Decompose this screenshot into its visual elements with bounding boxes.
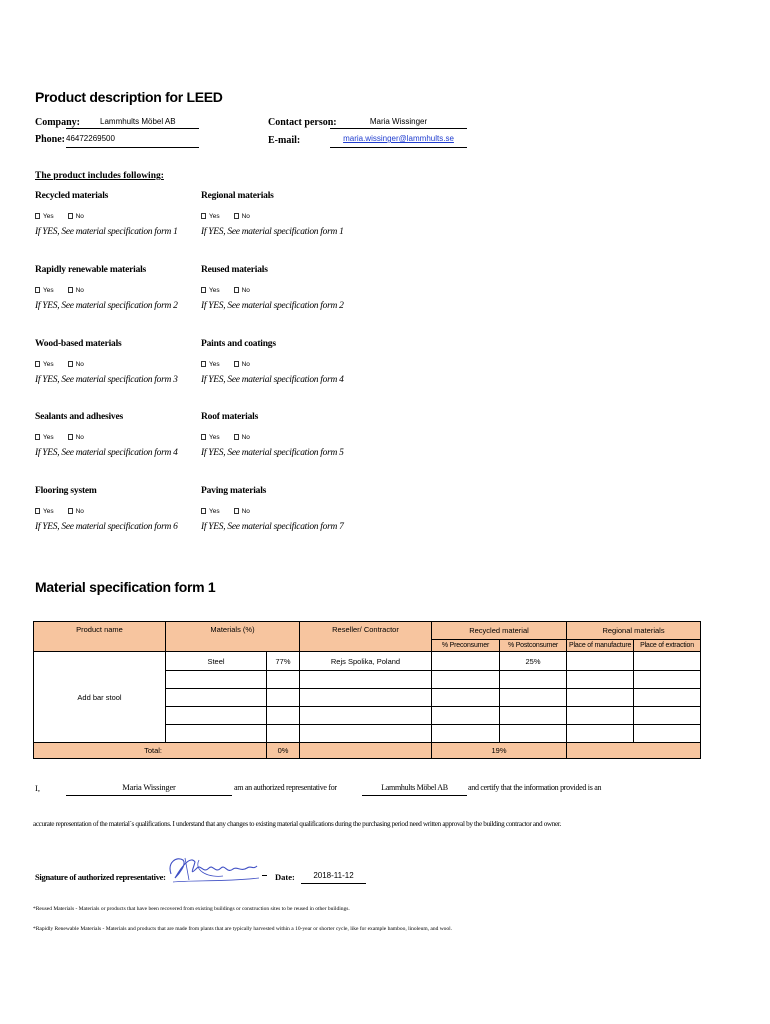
yes-checkbox[interactable] <box>201 434 206 440</box>
yes-label: Yes <box>209 508 220 515</box>
yes-no-options <box>201 287 250 294</box>
contact-person-value: Maria Wissinger <box>369 117 428 126</box>
spec-form-note: If YES, See material specification form 6 <box>35 522 178 532</box>
yes-label: Yes <box>209 287 220 294</box>
yes-no-options <box>35 361 84 368</box>
preconsumer-cell[interactable] <box>432 689 500 707</box>
material-cell[interactable] <box>166 725 267 743</box>
header-place-manufacture: Place of manufacture <box>567 640 634 652</box>
no-checkbox[interactable] <box>234 508 239 514</box>
no-checkbox[interactable] <box>68 361 73 367</box>
header-reseller: Reseller/ Contractor <box>300 622 432 652</box>
reseller-cell[interactable] <box>300 671 432 689</box>
yes-label: Yes <box>43 508 54 515</box>
header-materials: Materials (%) <box>166 622 300 652</box>
yes-checkbox[interactable] <box>35 434 40 440</box>
yes-label: Yes <box>209 361 220 368</box>
place-extraction-cell[interactable] <box>634 652 701 671</box>
material-spec-table <box>33 621 701 759</box>
place-manufacture-cell[interactable] <box>567 652 634 671</box>
total-label: Total: <box>34 743 267 759</box>
category-title: Reused materials <box>201 265 268 275</box>
yes-checkbox[interactable] <box>201 213 206 219</box>
spec-form-note: If YES, See material specification form 5 <box>201 448 344 458</box>
yes-checkbox[interactable] <box>35 213 40 219</box>
yes-no-options <box>35 508 84 515</box>
yes-no-options <box>35 287 84 294</box>
cert-mid-text: am an authorized representative for <box>234 783 337 792</box>
contact-person-label: Contact person: <box>268 117 337 128</box>
header-postconsumer: % Postconsumer <box>500 640 567 652</box>
spec-form-note: If YES, See material specification form 2 <box>35 301 178 311</box>
place-manufacture-cell[interactable] <box>567 725 634 743</box>
email-link[interactable]: maria.wissinger@lammhults.se <box>343 134 454 143</box>
yes-no-options <box>201 361 250 368</box>
company-label: Company: <box>35 117 81 128</box>
postconsumer-cell[interactable] <box>500 725 567 743</box>
company-value: Lammhults Möbel AB <box>100 117 176 126</box>
no-label: No <box>75 287 84 294</box>
postconsumer-cell[interactable] <box>500 671 567 689</box>
no-label: No <box>75 508 84 515</box>
yes-no-options <box>201 213 250 220</box>
cert-statement: accurate representation of the material´s qualifications. I understand that any changes to existing material qualifications during the purchasing period need written approval by the building contractor and owner. <box>33 820 561 828</box>
place-extraction-cell[interactable] <box>634 671 701 689</box>
header-place-extraction: Place of extraction <box>634 640 701 652</box>
reseller-cell[interactable]: Rejs Spolika, Poland <box>300 652 432 671</box>
reseller-cell[interactable] <box>300 689 432 707</box>
no-label: No <box>241 434 250 441</box>
signature-label: Signature of authorized representative: <box>35 872 166 882</box>
no-checkbox[interactable] <box>234 361 239 367</box>
material-percent-cell[interactable] <box>267 707 300 725</box>
no-label: No <box>75 213 84 220</box>
yes-checkbox[interactable] <box>35 508 40 514</box>
product-name-value: Add bar stool <box>77 692 122 702</box>
category-title: Rapidly renewable materials <box>35 265 147 275</box>
material-cell[interactable] <box>166 707 267 725</box>
material-percent-cell[interactable] <box>267 671 300 689</box>
spec-form-note: If YES, See material specification form 4 <box>35 448 178 458</box>
category-title: Paving materials <box>201 486 267 496</box>
cert-prefix: I, <box>35 783 40 793</box>
cert-suffix-text: and certify that the information provided is an <box>468 783 602 792</box>
cert-company-field[interactable] <box>362 783 467 796</box>
yes-label: Yes <box>43 213 54 220</box>
form-title: Material specification form 1 <box>35 579 216 595</box>
yes-label: Yes <box>43 434 54 441</box>
category-title: Paints and coatings <box>201 339 276 349</box>
handwritten-signature <box>163 852 267 886</box>
no-checkbox[interactable] <box>68 508 73 514</box>
no-label: No <box>241 213 250 220</box>
place-extraction-cell[interactable] <box>634 725 701 743</box>
date-field[interactable] <box>301 871 366 884</box>
material-percent-cell[interactable]: 77% <box>267 652 300 671</box>
product-name-cell[interactable] <box>34 652 166 743</box>
postconsumer-cell[interactable]: 25% <box>500 652 567 671</box>
material-cell[interactable]: Steel <box>166 652 267 671</box>
yes-label: Yes <box>209 434 220 441</box>
yes-label: Yes <box>209 213 220 220</box>
contact-person-field[interactable] <box>330 117 467 129</box>
phone-field[interactable] <box>66 134 199 148</box>
category-title: Recycled materials <box>35 191 109 201</box>
cert-name-field[interactable] <box>66 782 232 796</box>
no-label: No <box>75 434 84 441</box>
spec-form-note: If YES, See material specification form 7 <box>201 522 344 532</box>
category-title: Regional materials <box>201 191 274 201</box>
cert-company-value: Lammhults Möbel AB <box>381 783 448 792</box>
cert-name-value: Maria Wissinger <box>122 782 176 792</box>
signature-underline <box>262 875 267 876</box>
no-checkbox[interactable] <box>68 287 73 293</box>
date-label: Date: <box>275 872 295 882</box>
phone-label: Phone: <box>35 134 65 145</box>
page-title: Product description for LEED <box>35 89 223 105</box>
category-title: Flooring system <box>35 486 97 496</box>
yes-checkbox[interactable] <box>35 287 40 293</box>
spec-form-note: If YES, See material specification form 3 <box>35 375 178 385</box>
header-product-name: Product name <box>34 622 166 652</box>
header-recycled: Recycled material <box>432 622 567 640</box>
no-checkbox[interactable] <box>234 434 239 440</box>
place-extraction-cell[interactable] <box>634 707 701 725</box>
preconsumer-cell[interactable] <box>432 652 500 671</box>
spec-form-note: If YES, See material specification form 1 <box>201 227 344 237</box>
yes-checkbox[interactable] <box>201 287 206 293</box>
total-regional-cell <box>567 743 701 759</box>
preconsumer-cell[interactable] <box>432 725 500 743</box>
yes-no-options <box>201 508 250 515</box>
yes-label: Yes <box>43 287 54 294</box>
total-reseller-cell <box>300 743 432 759</box>
includes-heading: The product includes following: <box>35 171 164 181</box>
category-title: Roof materials <box>201 412 259 422</box>
postconsumer-cell[interactable] <box>500 689 567 707</box>
email-field[interactable] <box>330 134 467 148</box>
header-preconsumer: % Preconsumer <box>432 640 500 652</box>
yes-no-options <box>35 213 84 220</box>
place-manufacture-cell[interactable] <box>567 689 634 707</box>
spec-form-note: If YES, See material specification form 1 <box>35 227 178 237</box>
yes-checkbox[interactable] <box>201 361 206 367</box>
company-field[interactable] <box>66 117 199 129</box>
material-cell[interactable] <box>166 689 267 707</box>
total-recycled: 19% <box>432 743 567 759</box>
total-percent: 0% <box>267 743 300 759</box>
no-label: No <box>241 361 250 368</box>
postconsumer-cell[interactable] <box>500 707 567 725</box>
place-manufacture-cell[interactable] <box>567 707 634 725</box>
no-checkbox[interactable] <box>234 287 239 293</box>
no-label: No <box>75 361 84 368</box>
spec-form-note: If YES, See material specification form 4 <box>201 375 344 385</box>
no-label: No <box>241 287 250 294</box>
place-manufacture-cell[interactable] <box>567 671 634 689</box>
footnote-reused: *Reused Materials - Materials or products that have been recovered from existing buildings or construction sites to be reused in other buildings. <box>33 906 350 912</box>
yes-no-options <box>35 434 84 441</box>
no-checkbox[interactable] <box>234 213 239 219</box>
no-checkbox[interactable] <box>68 434 73 440</box>
preconsumer-cell[interactable] <box>432 707 500 725</box>
yes-checkbox[interactable] <box>35 361 40 367</box>
spec-form-note: If YES, See material specification form 2 <box>201 301 344 311</box>
reseller-cell[interactable] <box>300 725 432 743</box>
category-title: Wood-based materials <box>35 339 122 349</box>
footnote-rapidly-renewable: *Rapidly Renewable Materials - Materials and products that are made from plants that are typically harvested within a 10-year or shorter cycle, like for example bamboo, linoleum, and wool. <box>33 926 453 932</box>
phone-value: 46472269500 <box>66 134 115 143</box>
yes-label: Yes <box>43 361 54 368</box>
preconsumer-cell[interactable] <box>432 671 500 689</box>
signature-field[interactable] <box>163 852 267 884</box>
yes-checkbox[interactable] <box>201 508 206 514</box>
no-label: No <box>241 508 250 515</box>
reseller-cell[interactable] <box>300 707 432 725</box>
material-percent-cell[interactable] <box>267 725 300 743</box>
category-title: Sealants and adhesives <box>35 412 123 422</box>
material-percent-cell[interactable] <box>267 689 300 707</box>
place-extraction-cell[interactable] <box>634 689 701 707</box>
yes-no-options <box>201 434 250 441</box>
no-checkbox[interactable] <box>68 213 73 219</box>
email-label: E-mail: <box>268 135 301 146</box>
header-regional: Regional materials <box>567 622 701 640</box>
date-value: 2018-11-12 <box>313 871 354 880</box>
material-cell[interactable] <box>166 671 267 689</box>
